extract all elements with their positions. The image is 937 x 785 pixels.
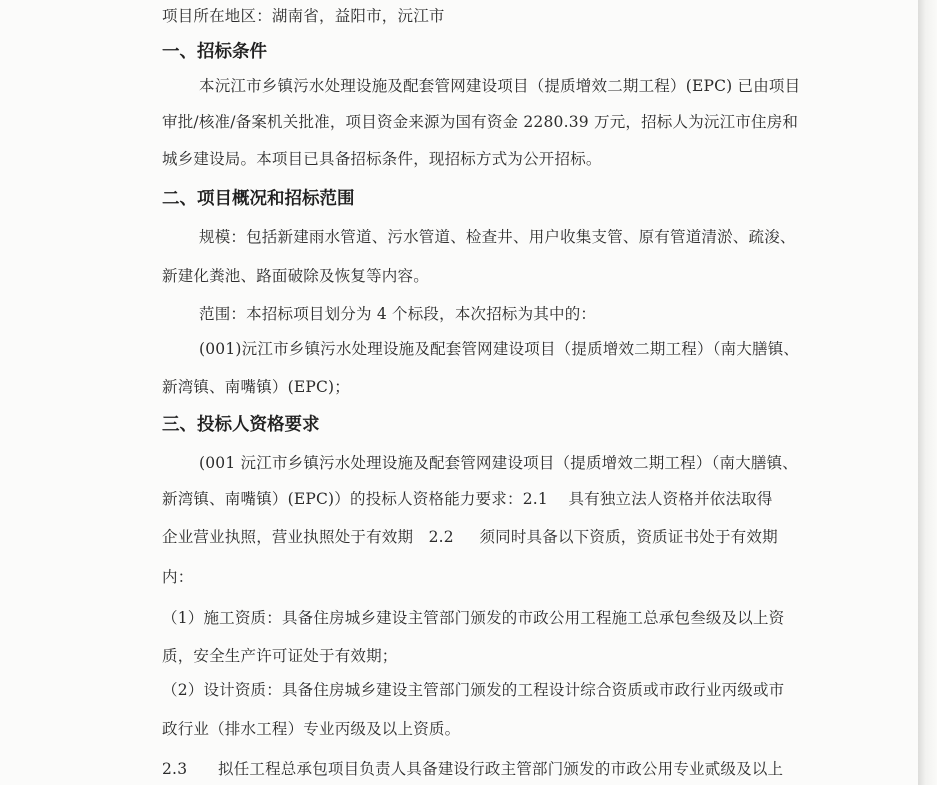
page-edge-shadow <box>918 0 937 785</box>
project-location-line: 项目所在地区：湖南省，益阳市，沅江市 <box>162 7 445 25</box>
section-2-heading: 二、项目概况和招标范围 <box>162 189 355 209</box>
section-1-line: 审批/核准/备案机关批准，项目资金来源为国有资金 2280.39 万元，招标人为沅江市住房和 <box>162 113 799 131</box>
section-3-line: 新湾镇、南嘴镇）(EPC)）的投标人资格能力要求：2.1 具有独立法人资格并依法取得 <box>162 490 773 508</box>
section-2-line: 新建化粪池、路面破除及恢复等内容。 <box>162 267 429 285</box>
section-1-line: 城乡建设局。本项目已具备招标条件，现招标方式为公开招标。 <box>162 150 602 168</box>
section-3-line: 质，安全生产许可证处于有效期； <box>162 647 398 665</box>
section-3-line: (001 沅江市乡镇污水处理设施及配套管网建设项目（提质增效二期工程）（南大膳镇、 <box>199 454 799 472</box>
section-3-heading: 三、投标人资格要求 <box>162 415 320 435</box>
section-2-line: 新湾镇、南嘴镇）(EPC)； <box>162 378 350 396</box>
section-2-line: (001)沅江市乡镇污水处理设施及配套管网建设项目（提质增效二期工程）（南大膳镇、 <box>199 340 800 358</box>
section-1-line: 本沅江市乡镇污水处理设施及配套管网建设项目（提质增效二期工程）(EPC) 已由项目 <box>199 77 801 95</box>
section-3-line: 政行业（排水工程）专业丙级及以上资质。 <box>162 720 461 738</box>
section-3-line: 2.3 拟任工程总承包项目负责人具备建设行政主管部门颁发的市政公用专业贰级及以上 <box>162 760 784 778</box>
section-1-heading: 一、招标条件 <box>162 42 267 62</box>
section-3-line: 内： <box>162 568 194 586</box>
section-3-line: 企业营业执照，营业执照处于有效期 2.2 须同时具备以下资质，资质证书处于有效期 <box>162 528 778 546</box>
section-3-line: （2）设计资质：具备住房城乡建设主管部门颁发的工程设计综合资质或市政行业丙级或市 <box>162 681 785 699</box>
section-2-line: 范围：本招标项目划分为 4 个标段，本次招标为其中的： <box>199 305 597 323</box>
section-2-line: 规模：包括新建雨水管道、污水管道、检查井、用户收集支管、原有管道清淤、疏浚、 <box>199 228 796 246</box>
section-3-line: （1）施工资质：具备住房城乡建设主管部门颁发的市政公用工程施工总承包叁级及以上资 <box>162 609 785 627</box>
